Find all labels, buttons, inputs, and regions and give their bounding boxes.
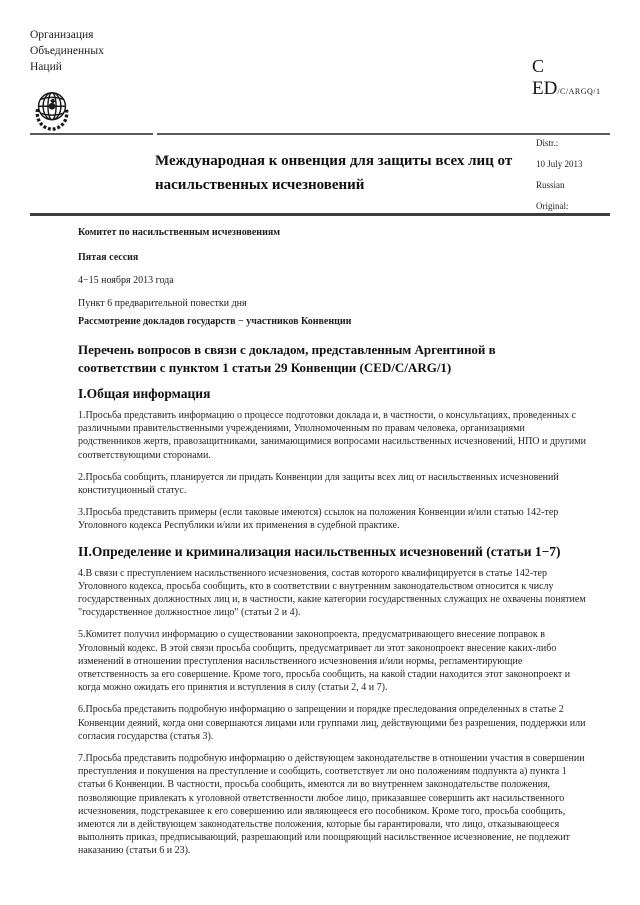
org-name-line: Наций (30, 61, 62, 73)
un-org-name (30, 27, 104, 75)
org-name-line: Организация (30, 29, 94, 41)
paragraph-1: 1.Просьба представить информацию о процессе подготовки доклада и, в частности, о консультациях, проведенных с различными правительственными учреждениями, Уполномоченным по правам человека, организациями родственников жертв, правозащитниками, занимающимися вопросами насильственных исчезновений, НПО и другими соответствующими сторонами. (78, 410, 586, 461)
distr-original: Original: (536, 201, 569, 211)
document-symbol-line1: C (532, 56, 545, 76)
paragraph-7: 7.Просьба представить подробную информацию о действующем законодательстве в отношении участия в совершении преступления и покушения на преступление и сообщить, соответствует ли оно положениям подпункта a) пункта 1 статьи 6 Конвенции. В частности, просьба сообщить, имеются ли во внутреннем законодательстве положения, позволяющие привлекать к уголовной ответственности любое лицо, приказавшее совершить акт насильственного исчезновения, подстрекавшее к его совершению или являющееся его пособником. Кроме того, просьба сообщить, имеются ли в действующем законодательстве положения, которые бы гарантировали, что лицо, отказывающееся выполнять приказ, предписывающий, разрешающий или поощряющий насильственное исчезновение, не подлежит наказанию (статьи 6 и 23). (78, 753, 585, 857)
document-symbol-large: ED (532, 78, 558, 99)
committee-name: Комитет по насильственным исчезновениям (78, 227, 281, 238)
convention-title: Международная к онвенция для защиты всех лиц от насильственных исчезновений (155, 153, 513, 193)
paragraph-2: 2.Просьба сообщить, планируется ли придать Конвенции для защиты всех лиц от насильственных исчезновений конституционный статус. (78, 471, 559, 497)
document-symbol-line2 (532, 77, 601, 104)
un-emblem-icon (28, 88, 76, 136)
section-2-heading: II.Определение и криминализация насильственных исчезновений (статьи 1−7) (78, 543, 561, 559)
paragraph-4: 4.В связи с преступлением насильственного исчезновения, состав которого квалифицируется в статье 142-тер Уголовного кодекса, просьба сообщить, кто в соответствии с внутренним законодательством относится к числу государственных должностных лиц и, в частности, какие категории государственных служащих не охвачены понятием "государственное должностное лицо" (статьи 2 и 4). (78, 567, 586, 619)
distr-block (536, 138, 636, 222)
document-symbol (532, 55, 601, 104)
list-of-issues-heading: Перечень вопросов в связи с докладом, представленным Аргентиной в соответствии с пунктом 1 статьи 29 Конвенции (CED/C/ARG/1) (78, 342, 496, 375)
header-rule-right (157, 133, 610, 135)
document-body (78, 227, 586, 867)
org-name-line: Объединенных (30, 45, 104, 57)
distr-label: Distr.: (536, 138, 559, 148)
section-1-heading: I.Общая информация (78, 386, 211, 401)
agenda-topic: Рассмотрение докладов государств − участников Конвенции (78, 316, 352, 327)
distr-language: Russian (536, 180, 565, 190)
header-rule-left (30, 133, 153, 135)
paragraph-6: 6.Просьба представить подробную информацию о запрещении и порядке преследования определенных в статье 2 Конвенции деяний, когда они совершаются лицами или группами лиц, действующими без разрешения, поддержки или согласия государства (статья 3). (78, 704, 586, 742)
paragraph-3: 3.Просьба представить примеры (если таковые имеются) ссылок на положения Конвенции и/или статью 142-тер Уголовного кодекса Республики и/или их применения в судебной практике. (78, 507, 559, 532)
document-symbol-small: /C/ARGQ/1 (557, 87, 601, 96)
session-title: Пятая сессия (78, 252, 139, 263)
paragraph-5: 5.Комитет получил информацию о существовании законопроекта, предусматривающего внесение поправок в Уголовный кодекс. В этой связи просьба сообщить, предусматривает ли этот законопроект внесение каких-либо изменений в отношении преступления насильственного исчезновения и/или нормы, регламентирующие ответственность за его совершение. Кроме того, просьба сообщить, на какой стадии находится этот законопроект и когда можно ожидать его принятия и вступления в силу (статьи 2, 4 и 7). (78, 629, 571, 694)
agenda-item: Пункт 6 предварительной повестки дня (78, 298, 247, 309)
header-rule-thick (30, 213, 610, 216)
session-dates: 4−15 ноября 2013 года (78, 275, 174, 286)
distr-date: 10 July 2013 (536, 159, 583, 169)
